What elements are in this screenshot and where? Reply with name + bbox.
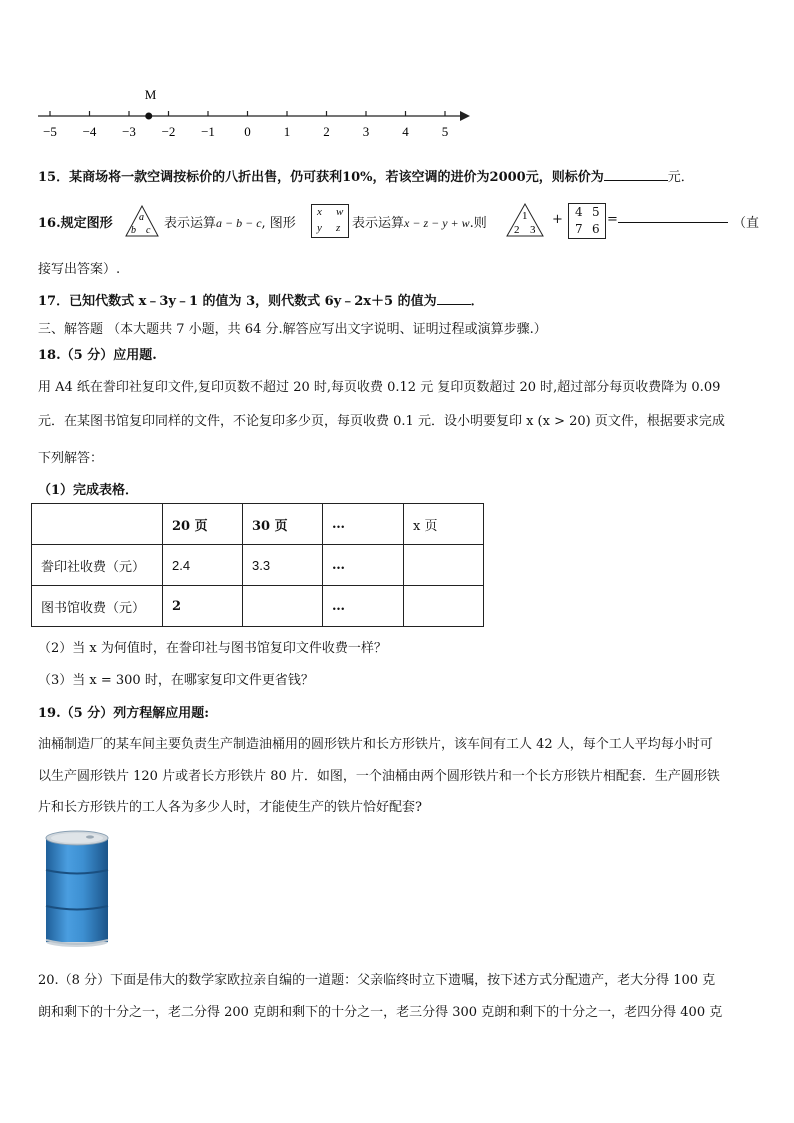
table-header-cell: 20 页	[163, 504, 243, 545]
number-line-tick-label: −4	[82, 124, 97, 139]
q15-answer-blank[interactable]	[604, 180, 668, 181]
table-header-cell: x 页	[404, 504, 484, 545]
triangle-letter-a: a	[139, 212, 144, 223]
fee-table	[31, 503, 484, 627]
q18-sub1: （1）完成表格．	[38, 483, 139, 498]
table-cell-empty[interactable]	[404, 545, 484, 586]
q16-mid1: 表示运算	[164, 216, 217, 231]
grid-number-7: 7	[575, 222, 583, 236]
q16-expr2: x − z − y + w	[404, 216, 470, 230]
q16-mid2: , 图形	[261, 216, 296, 231]
number-line-tick-label: −5	[43, 124, 57, 139]
table-cell: …	[323, 545, 404, 586]
q16-mid4: .则	[469, 216, 487, 231]
q17-end: ．	[470, 294, 484, 309]
number-line-tick-label: −3	[122, 124, 136, 139]
table-cell: …	[323, 586, 404, 627]
table-header-cell	[32, 504, 163, 545]
q16-line2: 接写出答案）.	[38, 262, 121, 277]
q16-part2	[352, 212, 487, 231]
table-cell-empty[interactable]	[404, 586, 484, 627]
number-line-tick-label: 5	[441, 124, 449, 139]
point-m-label: M	[144, 87, 157, 102]
q20-line1: 20.（8 分）下面是伟大的数学家欧拉亲自编的一道题：父亲临终时立下遗嘱，按下述方式分配遗产，老大分得 100 克	[38, 973, 716, 988]
q19-line2: 以生产圆形铁片 120 片或者长方形铁片 80 片．如图，一个油桶由两个圆形铁片和一个长方形铁片相配套．生产圆形铁	[38, 769, 720, 784]
question-15	[38, 166, 694, 185]
q17-answer-blank[interactable]	[437, 304, 471, 305]
triangle-123-figure	[505, 203, 545, 237]
section-3-heading: 三、解答题 （本大题共 7 小题，共 64 分.解答应写出文字说明、证明过程或演算步骤.）	[38, 322, 547, 337]
q15-text: 15．某商场将一款空调按标价的八折出售，仍可获利10%，若该空调的进价为2000元，则标价为	[38, 170, 604, 185]
oil-barrel-image	[42, 830, 112, 948]
q19-title: 19.（5 分）列方程解应用题:	[38, 706, 209, 721]
q16-prefix: 16.规定图形	[38, 216, 113, 231]
q16-mid3: 表示运算	[352, 216, 405, 231]
point-m	[145, 113, 152, 120]
triangle-letter-b: b	[131, 225, 136, 236]
triangle-letter-c: c	[146, 225, 151, 236]
q18-para-line1: 用 A4 纸在誊印社复印文件,复印页数不超过 20 时,每页收费 0.12 元 复印页数超过 20 时,超过部分每页收费降为 0.09	[38, 380, 721, 395]
q18-sub3: （3）当 x = 300 时，在哪家复印文件更省钱？	[38, 673, 314, 688]
grid-letter-w: w	[336, 206, 344, 218]
q16-equals: =	[607, 212, 618, 227]
question-17	[38, 290, 484, 309]
table-cell-empty[interactable]	[243, 586, 323, 627]
triangle-number-1: 1	[522, 210, 528, 222]
table-cell: 2.4	[163, 545, 243, 586]
number-line-tick-label: 0	[244, 124, 251, 139]
grid-letter-z: z	[336, 222, 341, 234]
grid-number-4: 4	[575, 205, 583, 219]
q19-line3: 片和长方形铁片的工人各为多少人时，才能使生产的铁片恰好配套?	[38, 800, 422, 815]
table-cell: 2	[163, 586, 243, 627]
q16-plus: +	[552, 212, 563, 227]
table-cell: 图书馆收费（元）	[32, 586, 163, 627]
grid-number-6: 6	[592, 222, 600, 236]
grid-letter-y: y	[317, 222, 322, 234]
number-line-tick-label: 3	[362, 124, 370, 139]
triangle-number-3: 3	[530, 224, 536, 236]
triangle-number-2: 2	[514, 224, 520, 236]
grid-4576-figure	[568, 203, 606, 239]
grid-letter-x: x	[317, 206, 322, 218]
table-header-row	[32, 504, 484, 545]
number-line-tick-label: 1	[283, 124, 291, 139]
triangle-abc-figure	[124, 205, 160, 237]
q15-unit: 元．	[667, 170, 694, 185]
q18-sub2: （2）当 x 为何值时，在誊印社与图书馆复印文件收费一样？	[38, 641, 387, 656]
q17-text: 17．已知代数式 x﹣3y﹣1 的值为 3，则代数式 6y﹣2x＋5 的值为	[38, 294, 437, 309]
q16-answer-blank[interactable]	[618, 222, 728, 223]
q16-expr1: a − b − c	[216, 216, 262, 230]
grid-xwyz-figure	[311, 204, 349, 238]
number-line-tick-label: −2	[161, 124, 176, 139]
q18-title: 18.（5 分）应用题.	[38, 348, 157, 363]
number-line-tick-label: 4	[402, 124, 409, 139]
number-line	[30, 82, 480, 142]
q20-line2: 朗和剩下的十分之一，老二分得 200 克朗和剩下的十分之一，老三分得 300 克朗和剩下的十分之一，老四分得 400 克	[38, 1005, 723, 1020]
number-line-tick-label: 2	[323, 124, 330, 139]
q19-line1: 油桶制造厂的某车间主要负责生产制造油桶用的圆形铁片和长方形铁片，该车间有工人 42 人，每个工人平均每小时可	[38, 737, 713, 752]
table-cell: 3.3	[243, 545, 323, 586]
number-line-tick-label: −1	[201, 124, 215, 139]
table-cell: 誊印社收费（元）	[32, 545, 163, 586]
q18-para-line2: 元．在某图书馆复印同样的文件，不论复印多少页，每页收费 0.1 元．设小明要复印 x (x > 20) 页文件，根据要求完成	[38, 414, 725, 429]
table-row	[32, 586, 484, 627]
q16-answer	[607, 212, 728, 227]
q16-suffix: （直	[733, 216, 760, 231]
q16-part1	[164, 212, 296, 231]
table-header-cell: …	[323, 504, 404, 545]
table-row	[32, 545, 484, 586]
grid-number-5: 5	[592, 205, 600, 219]
table-header-cell: 30 页	[243, 504, 323, 545]
q18-para-line3: 下列解答：	[38, 451, 104, 466]
